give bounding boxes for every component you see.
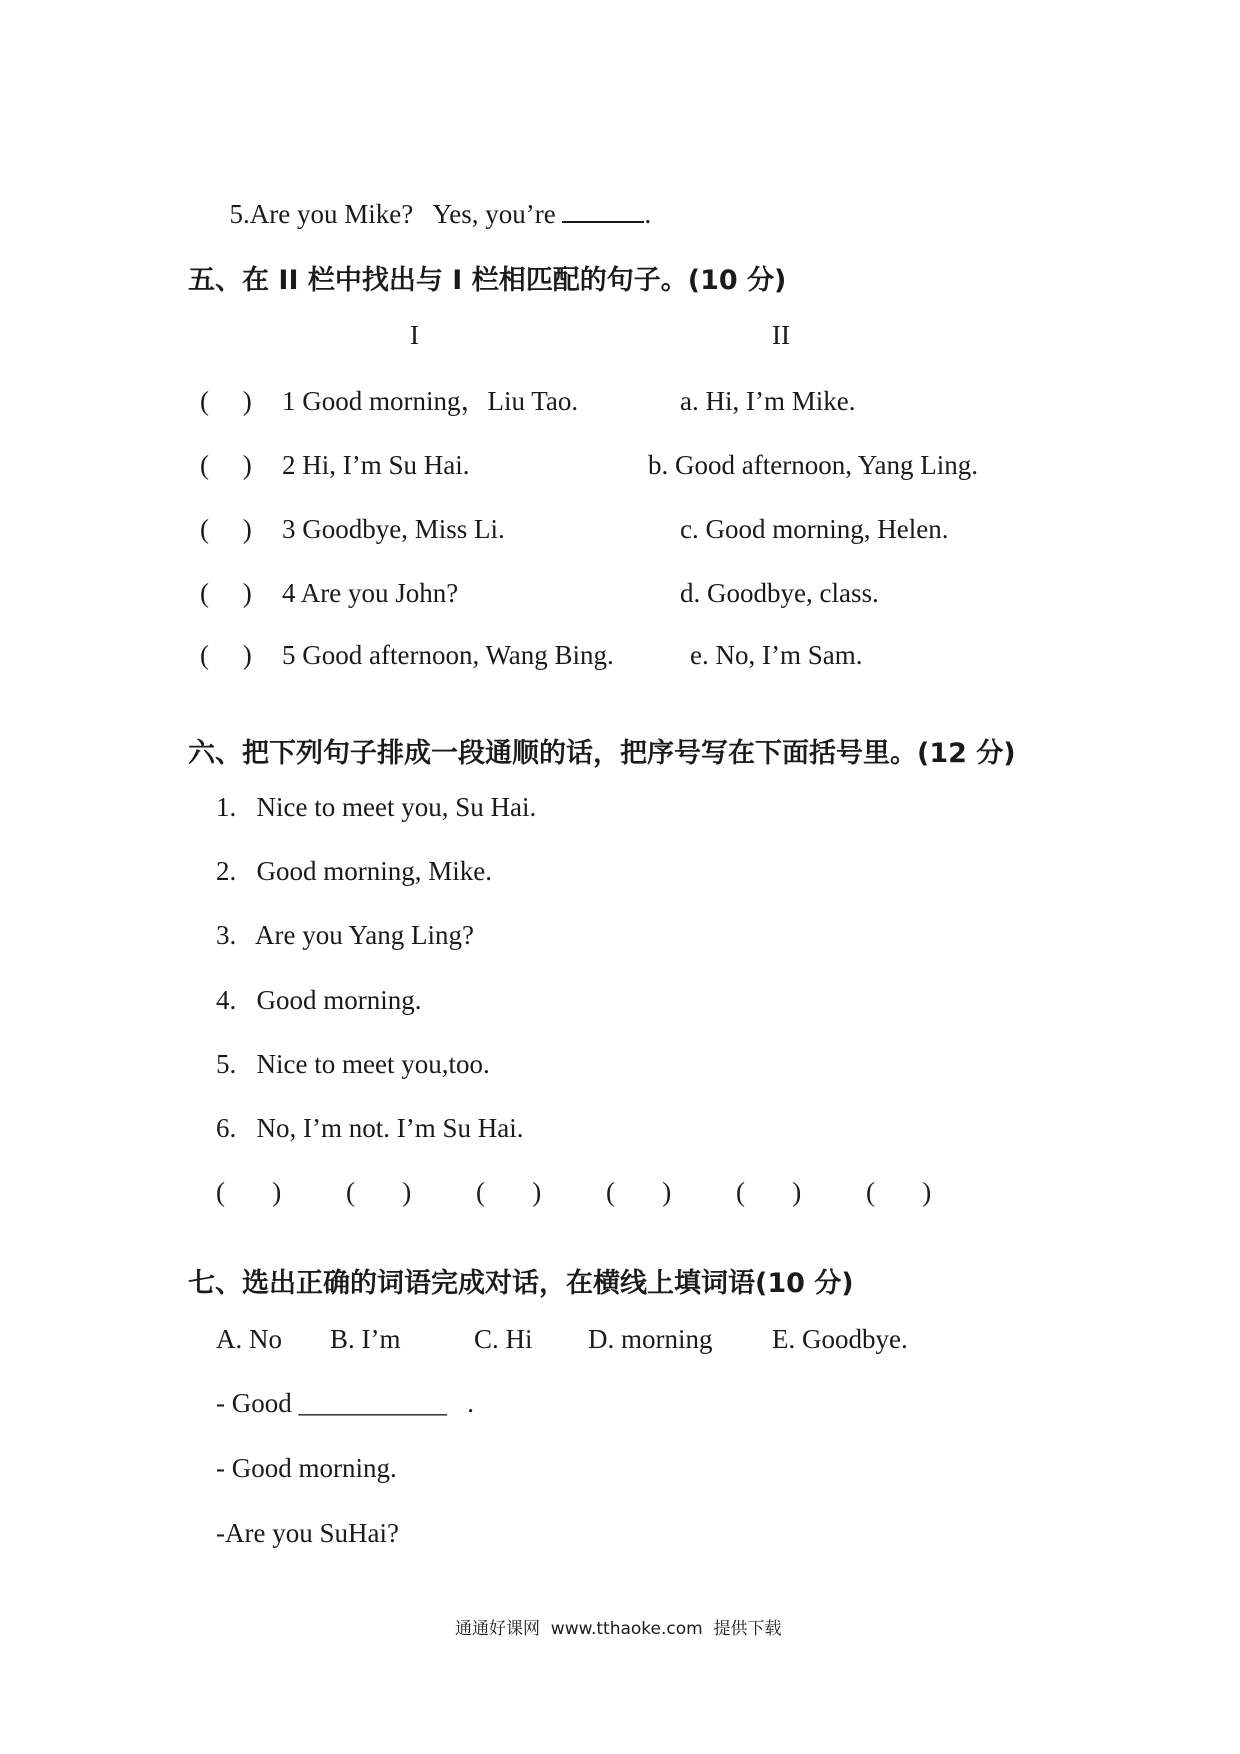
option-a: A. No	[216, 1324, 282, 1354]
column-i-sentence: 5 Good afternoon, Wang Bing.	[282, 640, 614, 670]
list-item: 6. No, I’m not. I’m Su Hai.	[216, 1113, 524, 1143]
list-item: 3. Are you Yang Ling?	[216, 920, 474, 950]
answer-bracket[interactable]: ( )	[476, 1177, 542, 1207]
list-item: 5. Nice to meet you,too.	[216, 1049, 490, 1079]
column-ii-sentence: a. Hi, I’m Mike.	[680, 386, 856, 416]
column-ii-sentence: e. No, I’m Sam.	[690, 640, 863, 670]
section-6-title: 六、把下列句子排成一段通顺的话，把序号写在下面括号里。(12 分)	[188, 738, 1016, 769]
option-d: D. morning	[588, 1324, 713, 1354]
q4-item-5-text: 5.Are you Mike? Yes, you’re	[229, 199, 563, 229]
list-item: 4. Good morning.	[216, 985, 422, 1015]
option-c: C. Hi	[474, 1324, 533, 1354]
column-ii-header: II	[772, 320, 790, 350]
section-5-title: 五、在 II 栏中找出与 I 栏相匹配的句子。(10 分)	[188, 265, 787, 296]
option-b: B. I’m	[330, 1324, 401, 1354]
page-footer: 通通好课网 www.tthaoke.com 提供下载	[455, 1619, 782, 1639]
q4-item-5	[216, 163, 651, 231]
answer-bracket[interactable]: ( )	[216, 1177, 282, 1207]
column-ii-sentence: d. Goodbye, class.	[680, 578, 879, 608]
dialogue-line: - Good morning.	[216, 1453, 397, 1483]
answer-bracket[interactable]: ( )	[736, 1177, 802, 1207]
column-ii-sentence: b. Good afternoon, Yang Ling.	[648, 450, 978, 480]
list-item: 2. Good morning, Mike.	[216, 856, 492, 886]
answer-bracket[interactable]: ( )	[200, 640, 252, 670]
column-i-header: I	[410, 320, 419, 350]
column-i-sentence: 4 Are you John?	[282, 578, 459, 608]
answer-bracket[interactable]: ( )	[200, 578, 252, 608]
column-ii-sentence: c. Good morning, Helen.	[680, 514, 949, 544]
answer-bracket[interactable]: ( )	[866, 1177, 932, 1207]
column-i-sentence: 3 Goodbye, Miss Li.	[282, 514, 505, 544]
answer-bracket[interactable]: ( )	[346, 1177, 412, 1207]
answer-bracket[interactable]: ( )	[200, 386, 252, 416]
dialogue-line[interactable]: - Good ___________ .	[216, 1388, 474, 1418]
dialogue-line: -Are you SuHai?	[216, 1518, 399, 1548]
q4-item-5-end: .	[644, 199, 652, 229]
answer-bracket[interactable]: ( )	[200, 514, 252, 544]
answer-blank[interactable]	[562, 197, 644, 223]
column-i-sentence: 2 Hi, I’m Su Hai.	[282, 450, 470, 480]
answer-bracket[interactable]: ( )	[200, 450, 252, 480]
answer-bracket[interactable]: ( )	[606, 1177, 672, 1207]
column-i-sentence: 1 Good morning，Liu Tao.	[282, 386, 579, 416]
section-7-title: 七、选出正确的词语完成对话，在横线上填词语(10 分)	[188, 1268, 854, 1299]
list-item: 1. Nice to meet you, Su Hai.	[216, 792, 537, 822]
option-e: E. Goodbye.	[772, 1324, 908, 1354]
